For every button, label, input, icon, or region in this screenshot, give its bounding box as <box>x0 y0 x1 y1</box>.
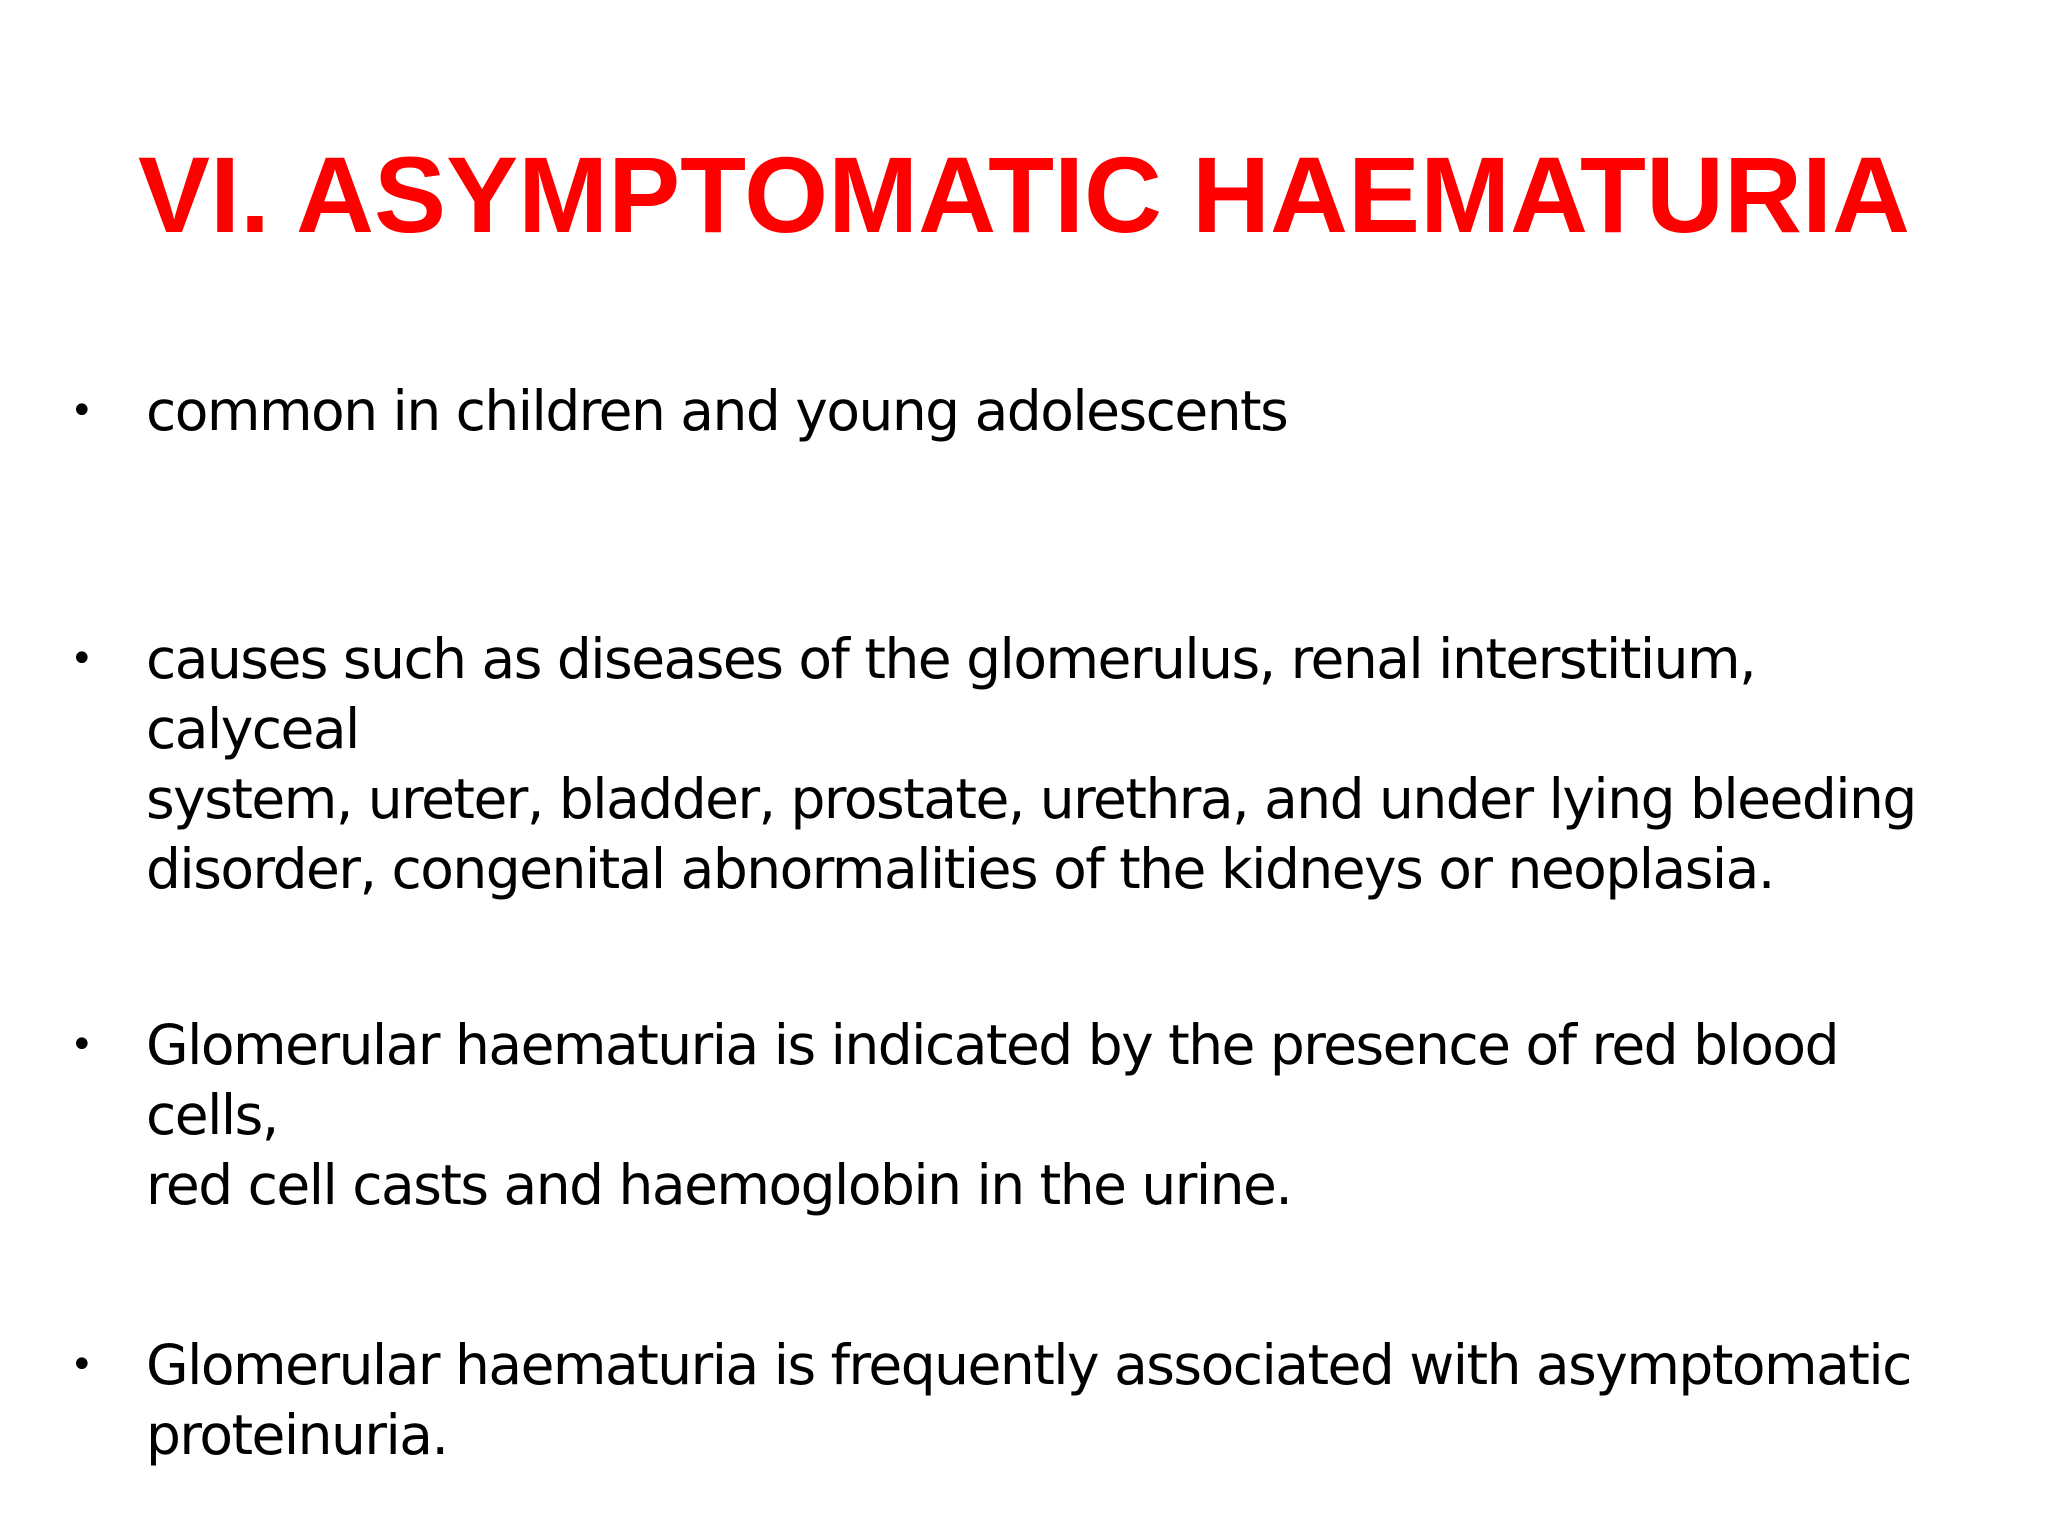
bullet-icon: • <box>70 388 94 434</box>
bullet-icon: • <box>70 1342 94 1388</box>
bullet-icon: • <box>70 1022 94 1068</box>
bullet-text: causes such as diseases of the glomerulus, renal interstitium, calyceal system, ureter, bladder, prostate, urethra, and under lying bleeding disorder, congenital abnormalities of the kidneys or neoplasia. <box>146 627 1916 901</box>
bullet-text: Glomerular haematuria is indicated by the presence of red blood cells, red cell casts and haemoglobin in the urine. <box>146 1013 1838 1217</box>
bullet-text: common in children and young adolescents <box>146 379 1288 443</box>
bullet-icon: • <box>70 636 94 682</box>
slide-title: VI. ASYMPTOMATIC HAEMATURIA <box>138 134 1910 255</box>
bullet-text: Glomerular haematuria is frequently associated with asymptomatic proteinuria. <box>146 1333 1911 1467</box>
